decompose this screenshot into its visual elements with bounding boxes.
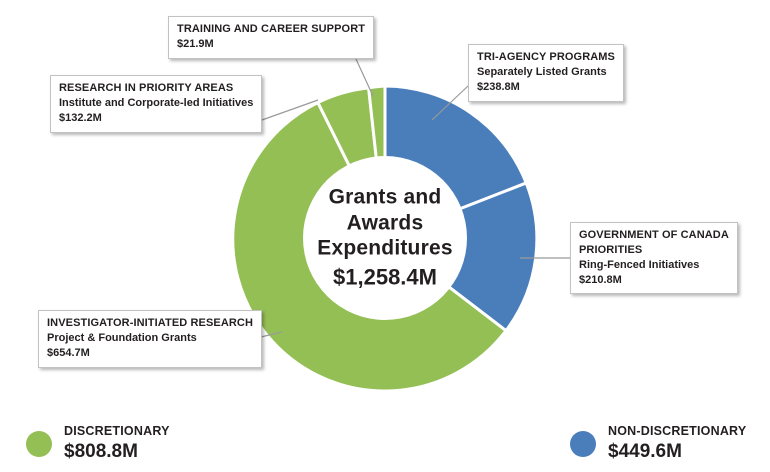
callout-tri-agency-programs[interactable] <box>468 44 624 102</box>
legend-text-non-discretionary <box>608 424 746 464</box>
center-line-3: Expenditures <box>317 236 453 260</box>
callout-value: $21.9M <box>177 37 214 50</box>
callout-subtitle: Project & Foundation Grants <box>47 331 197 344</box>
callout-title: TRI-AGENCY PROGRAMS <box>477 51 615 63</box>
donut-center-label <box>300 185 470 292</box>
legend-label: NON-DISCRETIONARY <box>608 424 747 438</box>
legend-value: $449.6M <box>608 441 682 462</box>
callout-title: INVESTIGATOR-INITIATED RESEARCH <box>47 317 253 329</box>
callout-title: RESEARCH IN PRIORITY AREAS <box>59 82 234 94</box>
callout-value: $238.8M <box>477 80 520 93</box>
callout-title: GOVERNMENT OF CANADA PRIORITIES <box>579 229 729 256</box>
callout-training-and-career-support[interactable] <box>168 16 374 59</box>
legend-text-discretionary <box>64 424 170 464</box>
callout-subtitle: Institute and Corporate-led Initiatives <box>59 96 254 109</box>
legend-label: DISCRETIONARY <box>64 424 170 438</box>
legend-swatch-non-discretionary <box>570 431 596 457</box>
callout-research-in-priority-areas[interactable] <box>50 75 262 133</box>
callout-value: $654.7M <box>47 346 90 359</box>
callout-subtitle: Ring-Fenced Initiatives <box>579 258 700 271</box>
center-line-2: Awards <box>346 211 424 235</box>
callout-value: $132.2M <box>59 111 102 124</box>
callout-title: TRAINING AND CAREER SUPPORT <box>177 23 366 35</box>
callout-subtitle: Separately Listed Grants <box>477 65 607 78</box>
callout-government-of-canada-priorities[interactable] <box>570 222 738 294</box>
callout-investigator-initiated-research[interactable] <box>38 310 262 368</box>
legend-item-non-discretionary[interactable] <box>570 424 746 464</box>
legend-value: $808.8M <box>64 441 138 462</box>
donut-chart <box>225 78 545 398</box>
legend-item-discretionary[interactable] <box>26 424 170 464</box>
center-total-value: $1,258.4M <box>333 264 437 290</box>
legend-swatch-discretionary <box>26 431 52 457</box>
center-line-1: Grants and <box>328 185 442 209</box>
callout-value: $210.8M <box>579 273 622 286</box>
